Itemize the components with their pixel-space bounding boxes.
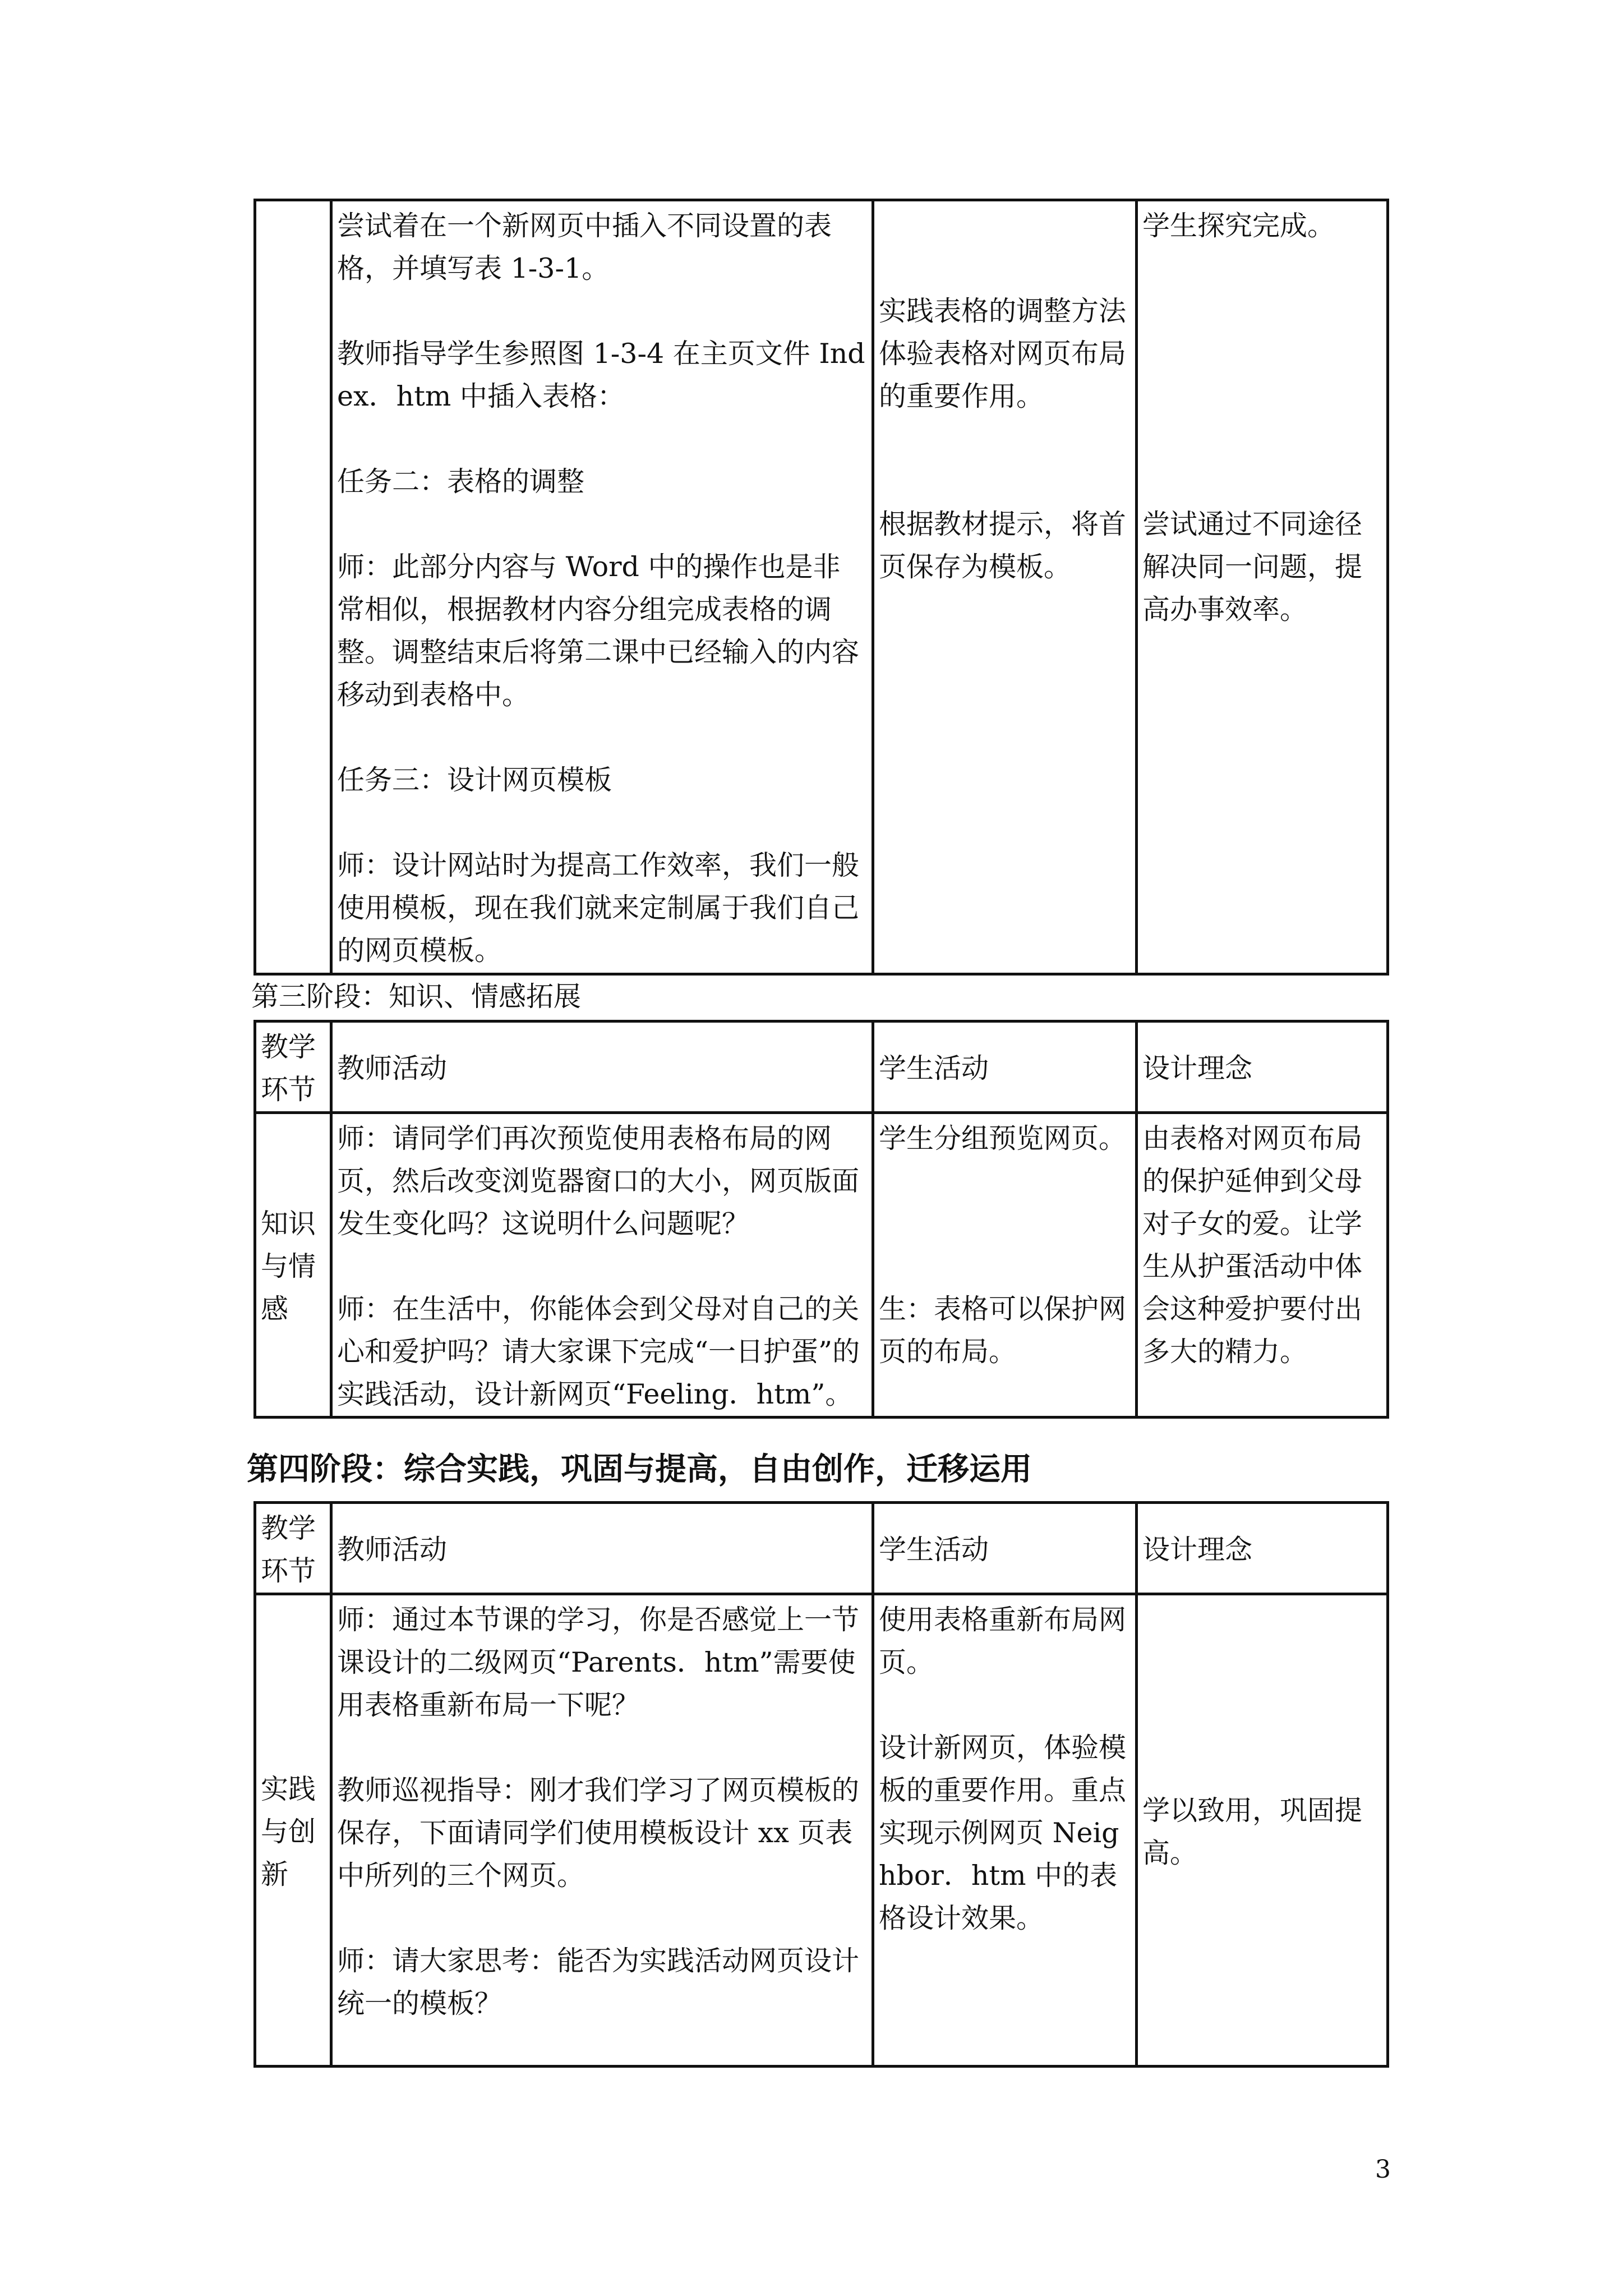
design-text: 学生探究完成。 [1142,210,1335,242]
teacher-text: 师：请大家思考：能否为实践活动网页设计统一的模板？ [337,1945,860,2019]
student-text: 根据教材提示，将首页保存为模板。 [879,508,1127,583]
teacher-text: 师：请同学们再次预览使用表格布局的网页，然后改变浏览器窗口的大小，网页版面发生变化吗？这说明什么问题呢？ [337,1122,860,1240]
lesson-table-continued [253,199,1389,976]
student-activity-cell [873,1113,1137,1418]
student-text: 实践表格的调整方法体验表格对网页布局的重要作用。 [879,295,1127,412]
teacher-text: 师：此部分内容与 Word 中的操作也是非常相似，根据教材内容分组完成表格的调整。调整结束后将第二课中已经输入的内容移动到表格中。 [337,551,860,711]
teacher-activity-cell [331,200,873,974]
teacher-text: 尝试着在一个新网页中插入不同设置的表格，并填写表 1-3-1。 [337,210,832,284]
segment-cell: 实践与创新 [255,1594,331,2067]
teacher-text: 教师巡视指导：刚才我们学习了网页模板的保存，下面请同学们使用模板设计 xx 页表中所列的三个网页。 [337,1774,860,1892]
table-header-row [255,1503,1388,1594]
student-text: 生：表格可以保护网页的布局。 [879,1293,1127,1368]
teacher-text: 师：通过本节课的学习，你是否感觉上一节课设计的二级网页“Parents．htm”需要使用表格重新布局一下呢？ [337,1604,860,1721]
student-activity-cell [873,1594,1137,2067]
header-segment: 教学环节 [255,1503,331,1594]
teacher-activity-cell [331,1594,873,2067]
student-text: 使用表格重新布局网页。 [879,1604,1127,1678]
header-teacher: 教师活动 [331,1503,873,1594]
teacher-text: 教师指导学生参照图 1-3-4 在主页文件 Index．htm 中插入表格： [337,338,865,412]
segment-cell [255,200,331,974]
header-teacher: 教师活动 [331,1022,873,1113]
design-concept-cell: 学以致用，巩固提高。 [1137,1594,1388,2067]
table-row [255,1594,1388,2067]
header-student: 学生活动 [873,1503,1137,1594]
teacher-text: 任务三：设计网页模板 [337,764,612,796]
stage-3-table [253,1020,1389,1419]
student-text: 设计新网页，体验模板的重要作用。重点实现示例网页 Neighbor．htm 中的表格设计效果。 [879,1732,1127,1934]
teacher-activity-cell [331,1113,873,1418]
header-design: 设计理念 [1137,1503,1388,1594]
design-concept-cell: 由表格对网页布局的保护延伸到父母对子女的爱。让学生从护蛋活动中体会这种爱护要付出多大的精力。 [1137,1113,1388,1418]
teacher-text: 任务二：表格的调整 [337,466,585,498]
student-text: 学生分组预览网页。 [879,1122,1127,1154]
stage-4-title: 第四阶段：综合实践，巩固与提高，自由创作，迁移运用 [247,1451,1032,1488]
design-text: 尝试通过不同途径解决同一问题，提高办事效率。 [1142,508,1363,625]
stage-4-table [253,1501,1389,2068]
header-student: 学生活动 [873,1022,1137,1113]
page-number: 3 [1375,2155,1391,2184]
table-header-row [255,1022,1388,1113]
table-row [255,200,1388,974]
stage-3-label: 第三阶段：知识、情感拓展 [251,981,582,1013]
table-row [255,1113,1388,1418]
student-activity-cell [873,200,1137,974]
design-concept-cell [1137,200,1388,974]
header-segment: 教学环节 [255,1022,331,1113]
teacher-text: 师：设计网站时为提高工作效率，我们一般使用模板，现在我们就来定制属于我们自己的网页模板。 [337,849,860,967]
segment-cell: 知识与情感 [255,1113,331,1418]
teacher-text: 师：在生活中，你能体会到父母对自己的关心和爱护吗？请大家课下完成“一日护蛋”的实践活动，设计新网页“Feeling．htm”。 [337,1293,860,1410]
header-design: 设计理念 [1137,1022,1388,1113]
